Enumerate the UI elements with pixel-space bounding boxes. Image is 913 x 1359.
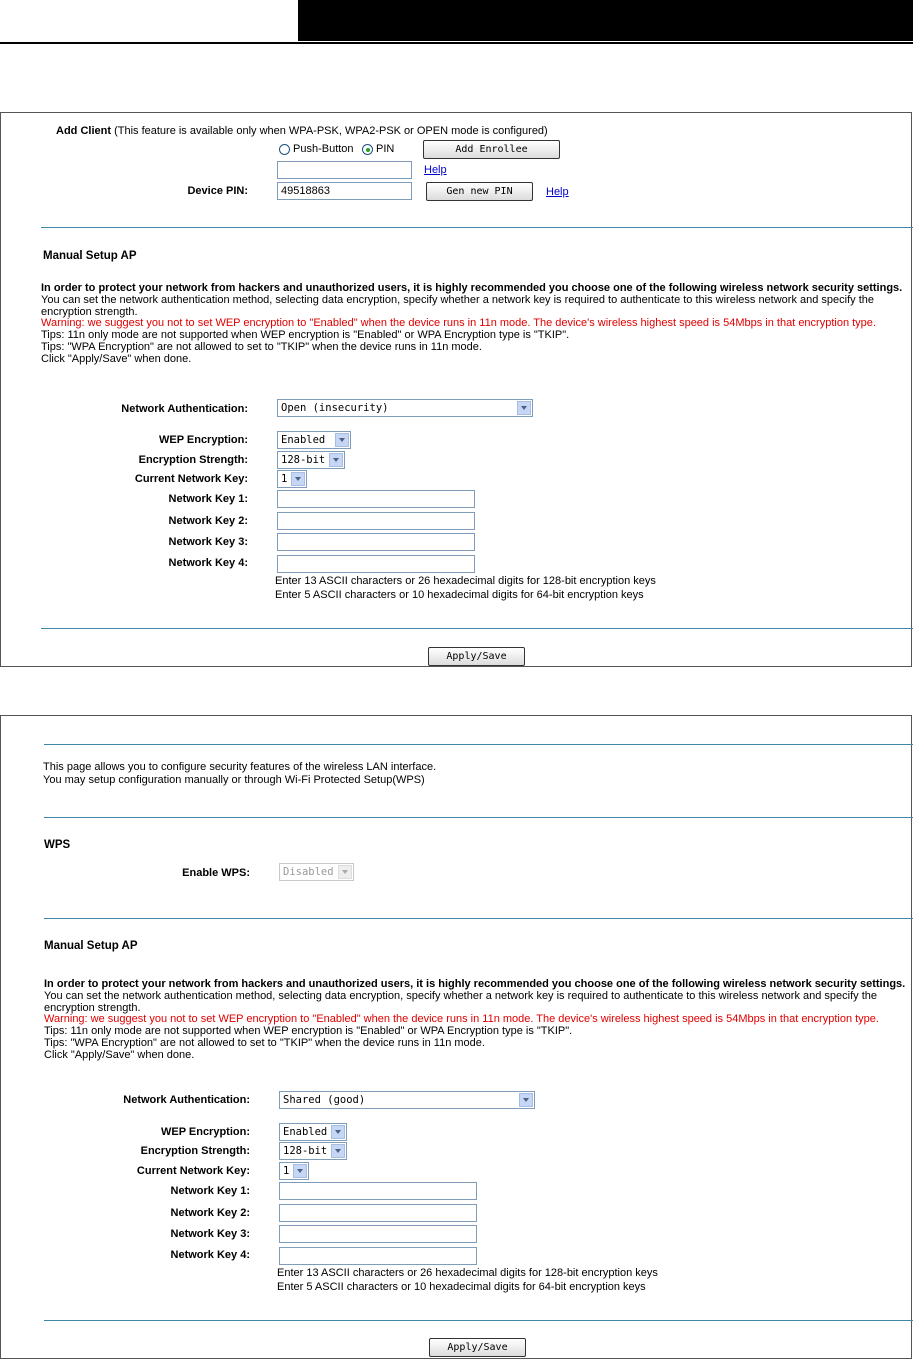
key-hint-128: Enter 13 ASCII characters or 26 hexadecimal digits for 128-bit encryption keys [275, 575, 656, 587]
warning-text: Warning: we suggest you not to set WEP encryption to "Enabled" when the device runs in 11n mode. The device's wireless highest speed is 54Mbps in that encryption type. [41, 317, 876, 330]
section-divider [44, 744, 913, 745]
network-key-3-input[interactable] [279, 1225, 477, 1243]
network-key-2-label: Network Key 2: [168, 515, 248, 527]
wireless-security-panel [0, 715, 912, 1359]
pin-radio[interactable] [362, 144, 373, 155]
network-auth-label: Network Authentication: [123, 1094, 250, 1106]
tip-2: Tips: "WPA Encryption" are not allowed to set to "TKIP" when the device runs in 11n mode. [44, 1036, 485, 1049]
chevron-down-icon [291, 472, 305, 486]
intro-line-2: You can set the network authentication method, selecting data encryption, specify whether a network key is required to authenticate to this wireless network and specify the [44, 989, 878, 1002]
network-key-2-input[interactable] [279, 1204, 477, 1222]
section-divider [44, 1320, 913, 1321]
current-network-key-select[interactable] [279, 1162, 309, 1180]
click-note: Click "Apply/Save" when done. [41, 352, 192, 365]
key-hint-64: Enter 5 ASCII characters or 10 hexadecimal digits for 64-bit encryption keys [275, 589, 644, 601]
gen-new-pin-button[interactable]: Gen new PIN [426, 182, 533, 201]
key-hint-64: Enter 5 ASCII characters or 10 hexadecimal digits for 64-bit encryption keys [277, 1281, 646, 1293]
wps-title: WPS [44, 839, 71, 851]
network-key-1-input[interactable] [277, 490, 475, 508]
help-link[interactable]: Help [424, 164, 447, 176]
device-pin-label: Device PIN: [187, 185, 248, 197]
push-button-radio[interactable] [279, 144, 290, 155]
wep-encryption-label: WEP Encryption: [158, 434, 248, 446]
wep-encryption-select[interactable] [277, 431, 351, 449]
section-title: Manual Setup AP [44, 940, 138, 952]
network-key-4-input[interactable] [277, 555, 475, 573]
network-auth-value: Open (insecurity) [281, 402, 389, 414]
network-key-3-label: Network Key 3: [168, 536, 248, 548]
chevron-down-icon [331, 1144, 345, 1158]
section-title: Manual Setup AP [43, 250, 137, 262]
encryption-strength-value: 128-bit [283, 1145, 328, 1157]
click-note: Click "Apply/Save" when done. [44, 1048, 195, 1061]
pin-label: PIN [376, 143, 395, 155]
network-key-3-label: Network Key 3: [170, 1228, 250, 1240]
push-button-label: Push-Button [293, 143, 354, 155]
current-network-key-value: 1 [283, 1165, 290, 1177]
network-key-1-label: Network Key 1: [168, 493, 248, 505]
wep-encryption-select[interactable] [279, 1123, 347, 1141]
add-enrollee-button[interactable]: Add Enrollee [423, 140, 560, 159]
page-description-2: You may setup configuration manually or through Wi-Fi Protected Setup(WPS) [43, 774, 425, 786]
intro-bold-text: In order to protect your network from hackers and unauthorized users, it is highly recommended you choose one of the following wireless network security settings. [44, 978, 906, 990]
chevron-down-icon [293, 1164, 307, 1178]
encryption-strength-label: Encryption Strength: [140, 1145, 250, 1157]
chevron-down-icon [335, 433, 349, 447]
section-divider [44, 918, 913, 919]
tip-2: Tips: "WPA Encryption" are not allowed to set to "TKIP" when the device runs in 11n mode. [41, 340, 482, 353]
apply-save-button[interactable]: Apply/Save [428, 647, 525, 666]
encryption-strength-select[interactable] [279, 1142, 347, 1160]
encryption-strength-select[interactable] [277, 451, 345, 469]
document-header-rule [0, 42, 913, 44]
section-divider [44, 817, 913, 818]
wep-encryption-label: WEP Encryption: [160, 1126, 250, 1138]
enable-wps-select[interactable] [279, 863, 354, 881]
network-auth-value: Shared (good) [283, 1094, 366, 1106]
apply-save-button[interactable]: Apply/Save [429, 1338, 526, 1357]
encryption-strength-value: 128-bit [281, 454, 326, 466]
add-client-note: (This feature is available only when WPA-PSK, WPA2-PSK or OPEN mode is configured) [114, 125, 548, 137]
enable-wps-value: Disabled [283, 866, 334, 878]
wps-add-client-panel [0, 112, 912, 667]
network-key-4-label: Network Key 4: [168, 557, 248, 569]
network-key-2-input[interactable] [277, 512, 475, 530]
current-network-key-label: Current Network Key: [136, 1165, 250, 1177]
wep-encryption-value: Enabled [283, 1126, 328, 1138]
tip-1: Tips: 11n only mode are not supported when WEP encryption is "Enabled" or WPA Encryption type is "TKIP". [41, 329, 570, 342]
network-key-4-input[interactable] [279, 1247, 477, 1265]
network-key-2-label: Network Key 2: [170, 1207, 250, 1219]
help-link-2[interactable]: Help [546, 186, 569, 198]
encryption-strength-label: Encryption Strength: [138, 454, 248, 466]
add-client-label: Add Client [56, 125, 111, 137]
device-pin-input[interactable] [277, 182, 412, 200]
intro-line-2: You can set the network authentication method, selecting data encryption, specify whether a network key is required to authenticate to this wireless network and specify the [41, 293, 875, 306]
network-auth-label: Network Authentication: [121, 403, 248, 415]
intro-bold-text: In order to protect your network from hackers and unauthorized users, it is highly recommended you choose one of the following wireless network security settings. [41, 282, 903, 294]
enable-wps-label: Enable WPS: [182, 867, 250, 879]
current-network-key-select[interactable] [277, 470, 307, 488]
add-client-heading [56, 125, 548, 137]
chevron-down-icon [338, 865, 352, 879]
network-auth-select[interactable] [277, 399, 533, 417]
network-key-4-label: Network Key 4: [170, 1249, 250, 1261]
page-description-1: This page allows you to configure security features of the wireless LAN interface. [43, 761, 437, 773]
intro-text [41, 283, 911, 366]
network-key-1-label: Network Key 1: [170, 1185, 250, 1197]
chevron-down-icon [517, 401, 531, 415]
network-key-3-input[interactable] [277, 533, 475, 551]
wep-encryption-value: Enabled [281, 434, 326, 446]
chevron-down-icon [329, 453, 343, 467]
chevron-down-icon [331, 1125, 345, 1139]
current-network-key-value: 1 [281, 473, 288, 485]
intro-line-3: encryption strength. [41, 305, 138, 318]
intro-line-3: encryption strength. [44, 1001, 141, 1014]
enrollee-pin-input[interactable] [277, 161, 412, 179]
network-auth-select[interactable] [279, 1091, 535, 1109]
warning-text: Warning: we suggest you not to set WEP encryption to "Enabled" when the device runs in 11n mode. The device's wireless highest speed is 54Mbps in that encryption type. [44, 1013, 879, 1026]
current-network-key-label: Current Network Key: [134, 473, 248, 485]
section-divider [41, 227, 913, 228]
network-key-1-input[interactable] [279, 1182, 477, 1200]
chevron-down-icon [519, 1093, 533, 1107]
key-hint-128: Enter 13 ASCII characters or 26 hexadecimal digits for 128-bit encryption keys [277, 1267, 658, 1279]
intro-text [44, 979, 911, 1062]
section-divider [41, 628, 913, 629]
tip-1: Tips: 11n only mode are not supported when WEP encryption is "Enabled" or WPA Encryption type is "TKIP". [44, 1025, 573, 1038]
document-header-bar [298, 0, 913, 41]
